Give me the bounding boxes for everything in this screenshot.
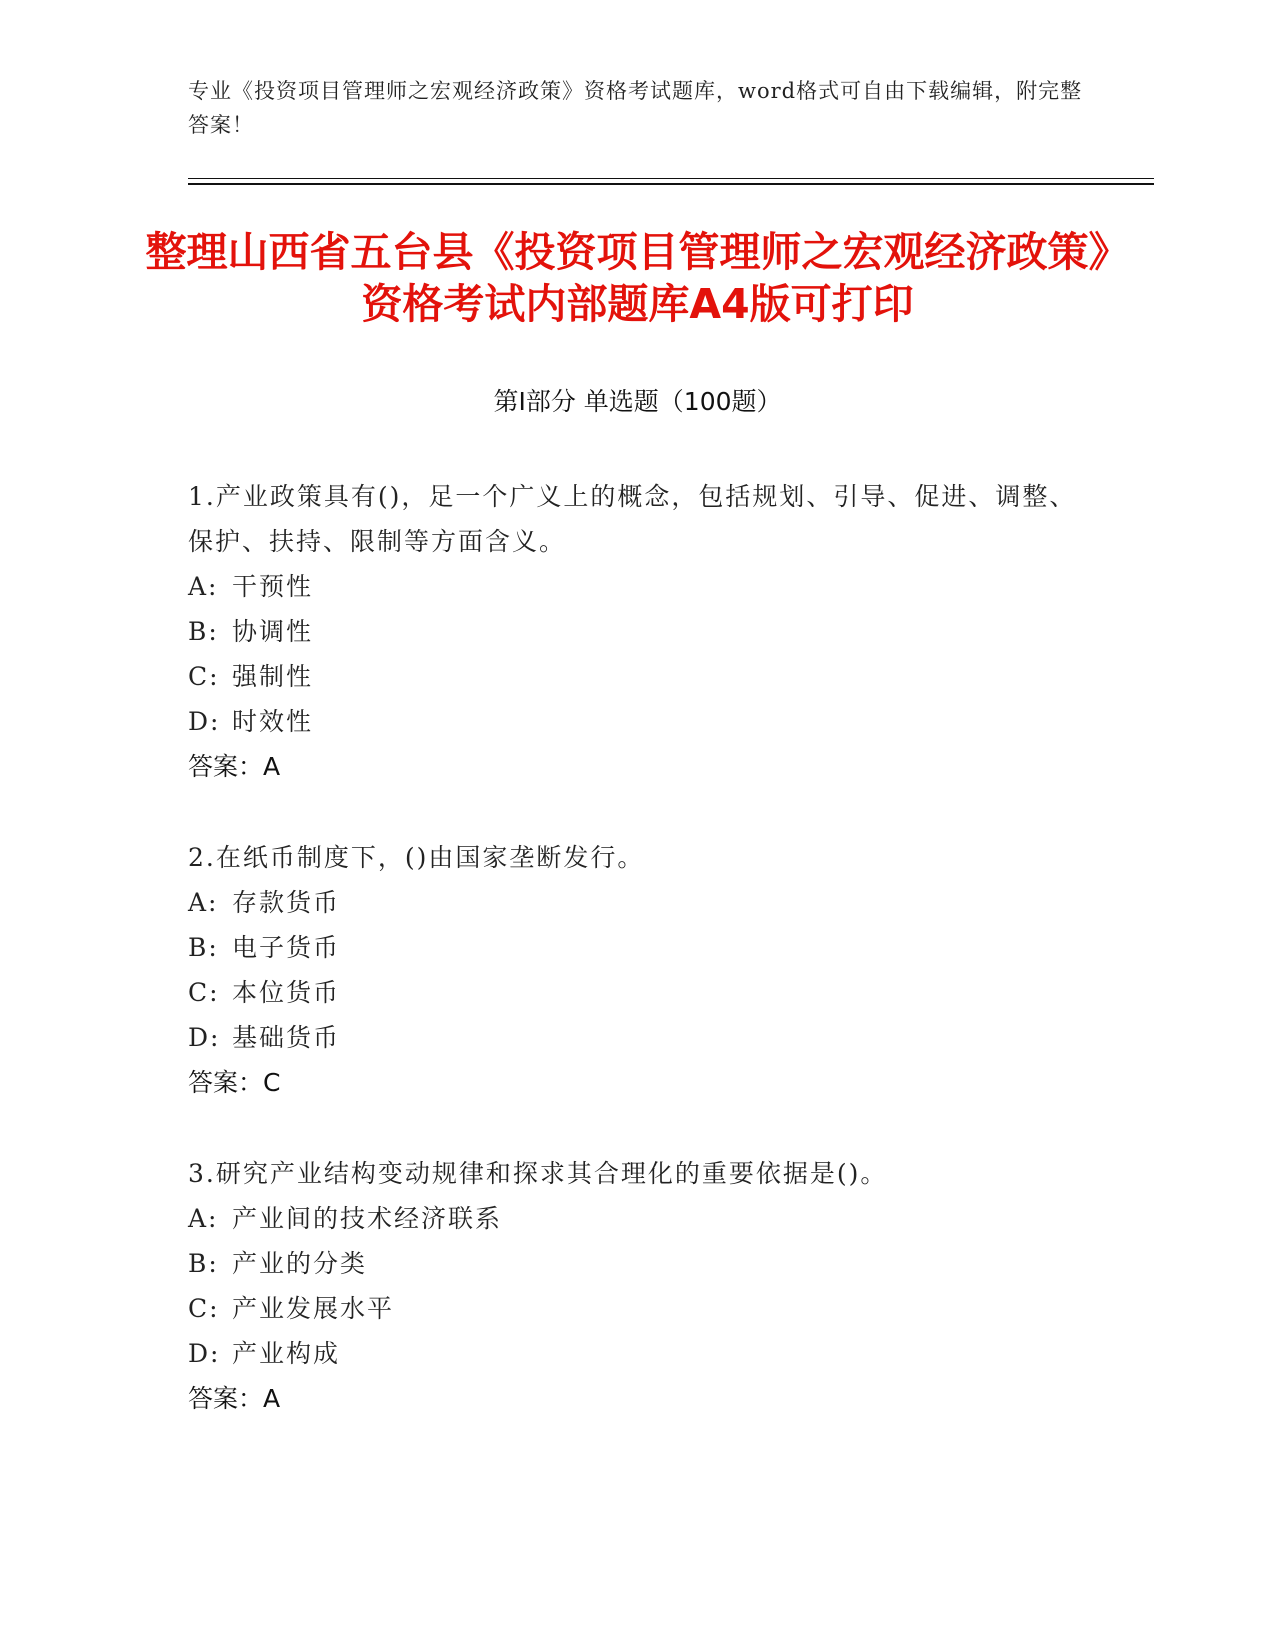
option-d [188,1331,1088,1376]
question-3 [188,1151,1088,1421]
option-c [188,654,1088,699]
option-d [188,1015,1088,1060]
option-letter: A: [188,572,219,601]
document-title: 整理山西省五台县《投资项目管理师之宏观经济政策》资格考试内部题库A4版可打印 [145,228,1130,328]
option-d [188,699,1088,744]
option-letter: A: [188,888,219,917]
option-text: 产业的分类 [232,1249,368,1278]
option-text: 产业发展水平 [232,1294,395,1323]
option-text: 产业构成 [232,1339,341,1368]
option-letter: B: [188,1249,219,1278]
header-divider-thin [188,178,1154,179]
answer-line: 答案：A [188,752,281,781]
option-text: 存款货币 [232,888,341,917]
question-2 [188,835,1088,1105]
header-note: 专业《投资项目管理师之宏观经济政策》资格考试题库，word格式可自由下载编辑，附完整答案！ [188,79,1083,137]
option-text: 干预性 [232,572,314,601]
option-letter: C: [188,1294,220,1323]
option-letter: C: [188,662,220,691]
option-a [188,564,1088,609]
option-letter: D: [188,1339,221,1368]
answer-line: 答案：A [188,1384,281,1413]
option-text: 产业间的技术经济联系 [232,1204,503,1233]
option-a [188,1196,1088,1241]
header-divider-thick [188,183,1154,185]
option-a [188,880,1088,925]
option-c [188,970,1088,1015]
option-text: 电子货币 [232,933,341,962]
option-letter: B: [188,617,219,646]
option-b [188,925,1088,970]
option-letter: D: [188,1023,221,1052]
option-text: 本位货币 [232,978,341,1007]
question-1 [188,474,1088,789]
option-c [188,1286,1088,1331]
question-stem: 1.产业政策具有()，足一个广义上的概念，包括规划、引导、促进、调整、保护、扶持、限制等方面含义。 [188,482,1077,556]
answer-line: 答案：C [188,1068,281,1097]
option-letter: A: [188,1204,219,1233]
question-stem: 3.研究产业结构变动规律和探求其合理化的重要依据是()。 [188,1159,888,1188]
option-letter: D: [188,707,221,736]
option-b [188,1241,1088,1286]
option-letter: C: [188,978,220,1007]
question-stem: 2.在纸币制度下，()由国家垄断发行。 [188,843,645,872]
option-text: 强制性 [232,662,314,691]
question-list [188,474,1088,1467]
option-b [188,609,1088,654]
option-text: 基础货币 [232,1023,341,1052]
option-text: 协调性 [232,617,314,646]
option-text: 时效性 [232,707,314,736]
option-letter: B: [188,933,219,962]
section-title: 第Ⅰ部分 单选题（100题） [493,387,782,416]
